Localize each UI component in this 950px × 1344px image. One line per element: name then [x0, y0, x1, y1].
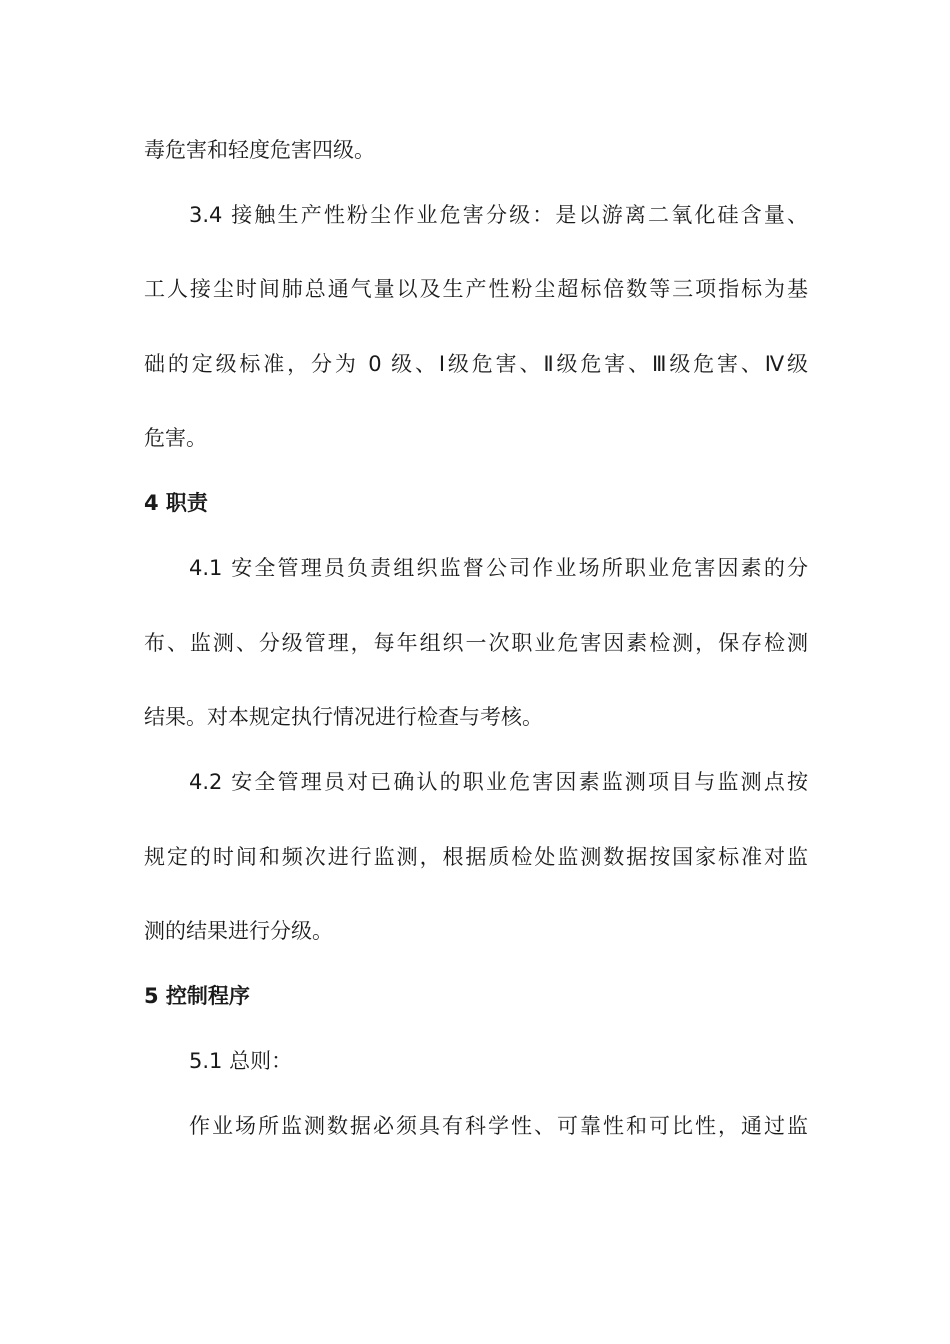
paragraph-line: 布、监测、分级管理，每年组织一次职业危害因素检测，保存检测	[144, 631, 808, 655]
paragraph-line: 4.1 安全管理员负责组织监督公司作业场所职业危害因素的分	[189, 556, 808, 580]
section-heading: 4 职责	[144, 491, 208, 515]
paragraph-line: 结果。对本规定执行情况进行检查与考核。	[144, 705, 543, 729]
paragraph-line: 4.2 安全管理员对已确认的职业危害因素监测项目与监测点按	[189, 770, 808, 794]
paragraph-line: 工人接尘时间肺总通气量以及生产性粉尘超标倍数等三项指标为基	[144, 277, 808, 301]
paragraph-line: 规定的时间和频次进行监测，根据质检处监测数据按国家标准对监	[144, 845, 808, 869]
paragraph-line: 测的结果进行分级。	[144, 919, 333, 943]
paragraph-line: 毒危害和轻度危害四级。	[144, 138, 375, 162]
paragraph-line: 作业场所监测数据必须具有科学性、可靠性和可比性，通过监	[189, 1114, 808, 1138]
section-heading: 5 控制程序	[144, 984, 250, 1008]
paragraph-line: 3.4 接触生产性粉尘作业危害分级：是以游离二氧化硅含量、	[189, 203, 808, 227]
subsection-heading: 5.1 总则：	[189, 1049, 293, 1073]
paragraph-line: 础的定级标准，分为 0 级、Ⅰ级危害、Ⅱ级危害、Ⅲ级危害、Ⅳ级	[144, 352, 808, 376]
paragraph-line: 危害。	[144, 426, 207, 450]
